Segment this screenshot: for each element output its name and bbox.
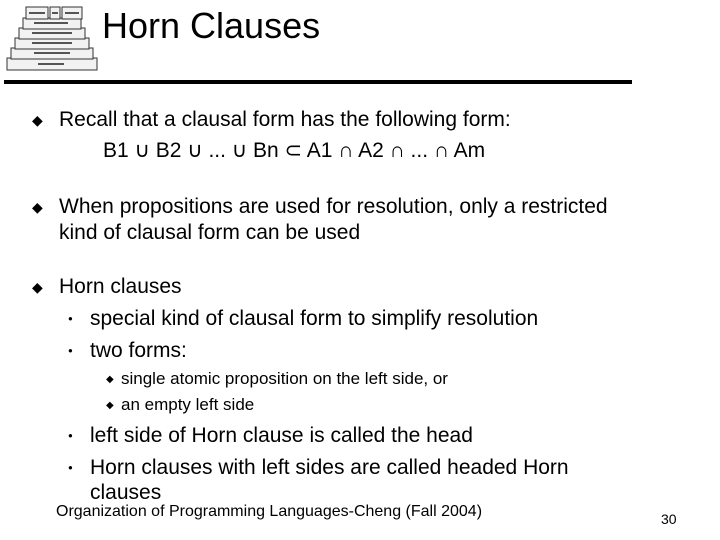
sub-bullet-text: Horn clauses with left sides are called headed Horn <box>90 456 569 479</box>
slide-title: Horn Clauses <box>102 5 321 46</box>
title-divider <box>4 80 632 84</box>
dot-bullet-icon: ● <box>68 463 73 472</box>
diamond-bullet-icon: ◆ <box>32 112 43 128</box>
sub-sub-bullet-text: single atomic proposition on the left side, or <box>121 369 448 388</box>
sub-bullet-text: left side of Horn clause is called the head <box>90 424 473 447</box>
bullet-text: When propositions are used for resolution, only a restricted <box>59 195 608 218</box>
page-number: 30 <box>661 511 677 527</box>
diamond-bullet-icon: ◆ <box>106 400 114 411</box>
diamond-bullet-icon: ◆ <box>32 279 43 295</box>
slide-footer: Organization of Programming Languages-Cheng (Fall 2004) <box>56 503 483 520</box>
bullet-text: Recall that a clausal form has the following form: <box>59 108 511 131</box>
dot-bullet-icon: ● <box>68 314 73 323</box>
language-layers-pyramid-icon <box>4 4 100 72</box>
bullet-text: kind of clausal form can be used <box>59 221 361 244</box>
dot-bullet-icon: ● <box>68 431 73 440</box>
diamond-bullet-icon: ◆ <box>106 374 114 385</box>
sub-sub-bullet-text: an empty left side <box>121 395 255 414</box>
sub-bullet-text: clauses <box>90 481 162 504</box>
dot-bullet-icon: ● <box>68 346 73 355</box>
sub-bullet-text: two forms: <box>90 339 187 362</box>
clausal-form-formula: B1 ∪ B2 ∪ ... ∪ Bn ⊂ A1 ∩ A2 ∩ ... ∩ Am <box>103 139 486 162</box>
bullet-text: Horn clauses <box>59 275 182 298</box>
diamond-bullet-icon: ◆ <box>32 199 43 215</box>
sub-bullet-text: special kind of clausal form to simplify resolution <box>90 307 539 330</box>
